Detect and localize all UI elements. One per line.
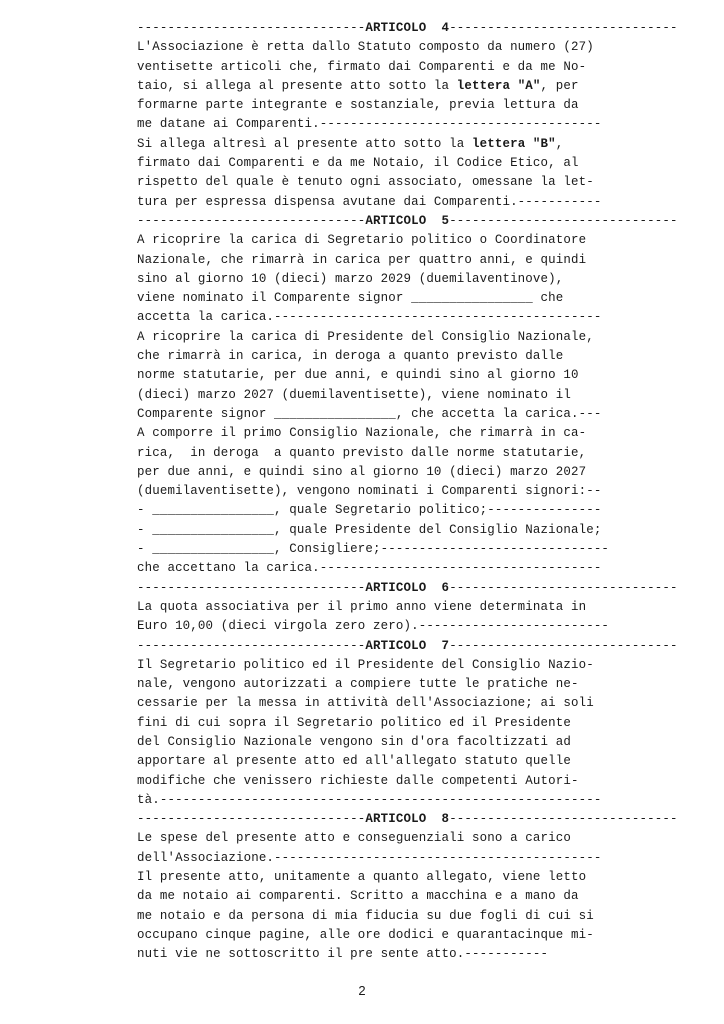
text-segment: norme statutarie, per due anni, e quindi sino al giorno 10 <box>137 368 579 383</box>
text-segment: sino al giorno 10 (dieci) marzo 2029 (duemilaventinove), <box>137 271 564 286</box>
text-segment: rispetto del quale è tenuto ogni associato, omessane la let- <box>137 175 594 190</box>
text-segment: del Consiglio Nazionale vengono sin d'ora facoltizzati ad <box>137 734 571 749</box>
text-line <box>137 154 657 173</box>
text-line <box>137 598 657 617</box>
text-segment: ------------------------------ <box>449 812 678 827</box>
text-segment: ------------------------------ <box>449 21 678 35</box>
text-segment: Nazionale, che rimarrà in carica per quattro anni, e quindi <box>137 252 587 267</box>
text-segment: ------------------------------ <box>137 213 366 228</box>
text-segment: A comporre il primo Consiglio Nazionale, che rimarrà in ca- <box>137 426 587 441</box>
text-line <box>137 386 657 405</box>
text-line <box>137 829 657 848</box>
text-line <box>137 926 657 945</box>
bold-text: ARTICOLO 7 <box>365 638 450 653</box>
text-segment: Euro 10,00 (dieci virgola zero zero).------------------------- <box>137 619 610 634</box>
text-line <box>137 849 657 868</box>
text-segment: Comparente signor ________________, che accetta la carica.--- <box>137 406 602 421</box>
text-segment: ------------------------------ <box>137 812 366 827</box>
text-segment: Si allega altresì al presente atto sotto la <box>137 136 473 151</box>
text-line <box>137 366 657 385</box>
text-line <box>137 733 657 752</box>
text-segment: ------------------------------ <box>137 580 366 595</box>
text-segment: - ________________, quale Presidente del Consiglio Nazionale; <box>137 522 602 537</box>
text-line <box>137 173 657 192</box>
text-segment: ventisette articoli che, firmato dai Comparenti e da me No- <box>137 59 587 74</box>
text-line <box>137 694 657 713</box>
bold-text: ARTICOLO 8 <box>365 812 450 827</box>
text-segment: (dieci) marzo 2027 (duemilaventisette), viene nominato il <box>137 387 571 402</box>
page-number: 2 <box>358 983 366 998</box>
bold-text: ARTICOLO 6 <box>365 580 450 595</box>
text-line <box>137 868 657 887</box>
text-line <box>137 212 678 231</box>
text-segment: ------------------------------ <box>137 21 366 35</box>
text-segment: ------------------------------ <box>449 638 678 653</box>
text-segment: che rimarrà in carica, in deroga a quanto previsto dalle <box>137 349 564 364</box>
text-line <box>137 424 657 443</box>
text-segment: tà.---------------------------------------------------------- <box>137 792 602 807</box>
text-line <box>137 231 657 250</box>
text-line <box>137 482 657 501</box>
text-line <box>137 656 657 675</box>
text-line <box>137 96 657 115</box>
text-segment: Le spese del presente atto e conseguenziali sono a carico <box>137 831 571 846</box>
document-body <box>137 19 678 965</box>
text-segment: Il presente atto, unitamente a quanto allegato, viene letto <box>137 870 587 885</box>
text-line <box>137 444 657 463</box>
text-segment: (duemilaventisette), vengono nominati i Comparenti signori:-- <box>137 484 602 499</box>
text-segment: taio, si allega al presente atto sotto la <box>137 78 457 93</box>
text-line <box>137 405 657 424</box>
text-line <box>137 270 657 289</box>
text-segment: formarne parte integrante e sostanziale, previa lettura da <box>137 98 579 113</box>
text-line <box>137 501 657 520</box>
text-line <box>137 887 657 906</box>
text-line <box>137 115 657 134</box>
text-line <box>137 58 657 77</box>
text-segment: La quota associativa per il primo anno viene determinata in <box>137 599 587 614</box>
text-line <box>137 752 657 771</box>
text-segment: occupano cinque pagine, alle ore dodici e quarantacinque mi- <box>137 927 594 942</box>
text-line <box>137 193 657 212</box>
text-line <box>137 791 657 810</box>
text-line <box>137 637 678 656</box>
text-line <box>137 810 678 829</box>
text-line <box>137 38 657 57</box>
text-line <box>137 308 657 327</box>
text-line <box>137 135 657 154</box>
text-segment: per due anni, e quindi sino al giorno 10 (dieci) marzo 2027 <box>137 464 587 479</box>
text-segment: viene nominato il Comparente signor ________________ che <box>137 291 564 306</box>
text-line <box>137 675 657 694</box>
text-segment: nale, vengono autorizzati a compiere tutte le pratiche ne- <box>137 677 579 692</box>
text-segment: ------------------------------ <box>449 213 678 228</box>
text-line <box>137 347 657 366</box>
text-line <box>137 19 678 38</box>
text-line <box>137 463 657 482</box>
text-segment: me notaio e da persona di mia fiducia su due fogli di cui si <box>137 908 594 923</box>
text-line <box>137 907 657 926</box>
text-segment: - ________________, Consigliere;------------------------------ <box>137 542 610 557</box>
text-segment: modifiche che venissero richieste dalle competenti Autori- <box>137 773 579 788</box>
text-segment: A ricoprire la carica di Presidente del Consiglio Nazionale, <box>137 329 594 344</box>
bold-text: ARTICOLO 4 <box>365 21 450 35</box>
text-segment: cessarie per la messa in attività dell'Associazione; ai soli <box>137 696 594 711</box>
text-segment: , <box>555 136 564 151</box>
text-line <box>137 328 657 347</box>
text-line <box>137 559 657 578</box>
text-segment: nuti vie ne sottoscritto il pre sente atto.----------- <box>137 947 549 962</box>
text-line <box>137 945 657 964</box>
text-line <box>137 579 678 598</box>
text-line <box>137 617 657 636</box>
text-segment: rica, in deroga a quanto previsto dalle norme statutarie, <box>137 445 587 460</box>
text-segment: Il Segretario politico ed il Presidente del Consiglio Nazio- <box>137 657 594 672</box>
text-line <box>137 540 657 559</box>
text-segment: tura per espressa dispensa avutane dai Comparenti.----------- <box>137 194 602 209</box>
text-line <box>137 251 657 270</box>
text-segment: accetta la carica.------------------------------------------- <box>137 310 602 325</box>
text-segment: ------------------------------ <box>137 638 366 653</box>
text-line <box>137 521 657 540</box>
text-segment: , per <box>540 78 579 93</box>
text-segment: A ricoprire la carica di Segretario politico o Coordinatore <box>137 233 587 248</box>
text-line <box>137 289 657 308</box>
text-line <box>137 77 657 96</box>
text-segment: L'Associazione è retta dallo Statuto composto da numero (27) <box>137 40 594 55</box>
text-segment: da me notaio ai comparenti. Scritto a macchina e a mano da <box>137 889 579 904</box>
text-segment: firmato dai Comparenti e da me Notaio, il Codice Etico, al <box>137 156 579 171</box>
text-segment: me datane ai Comparenti.------------------------------------- <box>137 117 602 132</box>
text-segment: apportare al presente atto ed all'allegato statuto quelle <box>137 754 571 769</box>
text-line <box>137 772 657 791</box>
bold-text: lettera "A" <box>456 78 541 93</box>
text-segment: - ________________, quale Segretario politico;--------------- <box>137 503 602 518</box>
text-segment: che accettano la carica.------------------------------------- <box>137 561 602 576</box>
text-segment: dell'Associazione.------------------------------------------- <box>137 850 602 865</box>
text-segment: ------------------------------ <box>449 580 678 595</box>
bold-text: ARTICOLO 5 <box>365 213 450 228</box>
text-line <box>137 714 657 733</box>
bold-text: lettera "B" <box>472 136 556 151</box>
text-segment: fini di cui sopra il Segretario politico ed il Presidente <box>137 715 571 730</box>
